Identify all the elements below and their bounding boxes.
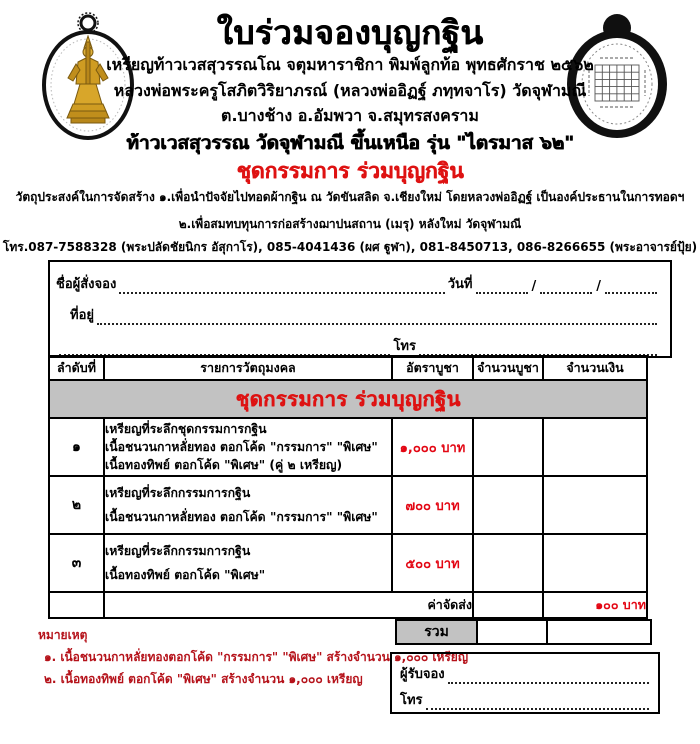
- shipping-quantity-cell[interactable]: [473, 592, 543, 618]
- receiver-box: [390, 652, 660, 714]
- order-date-day-input-line[interactable]: [476, 278, 528, 294]
- row-amount-cell[interactable]: [543, 534, 647, 592]
- col-header-amount: จำนวนเงิน: [543, 356, 647, 380]
- orderer-name-label: ชื่อผู้สั่งจอง: [56, 277, 117, 292]
- header-line-address: ต.บางช้าง อ.อัมพวา จ.สมุทรสงคราม: [221, 106, 479, 125]
- orderer-name-input-line[interactable]: [119, 278, 444, 294]
- address-label: ที่อยู่: [70, 308, 94, 323]
- shipping-row: [49, 592, 647, 618]
- contact-phone-line: โทร.087-7588328 (พระปลัดชัยนิกร อัสุกาโร), 085-4041436 (ผศ ฐูฬา), 081-8450713, 086-8266655 (พระอาจารย์ปุ้ย): [2, 240, 698, 254]
- col-header-item: รายการวัตถุมงคล: [104, 356, 392, 380]
- notes-title: หมายเหตุ: [38, 628, 88, 642]
- col-header-price: อัตราบูชา: [392, 356, 473, 380]
- col-header-quantity: จำนวนบูชา: [473, 356, 543, 380]
- row-price: ๑,๐๐๐ บาท: [392, 418, 473, 476]
- header-line-coin: เหรียญท้าวเวสสุวรรณโณ จตุมหาราชิกา พิมพ์ลูกท้อ พุทธศักราช ๒๕๖๒: [106, 55, 594, 74]
- total-row: [395, 619, 652, 645]
- receiver-name-input-line[interactable]: [448, 668, 649, 684]
- row-description: เหรียญที่ระลึกชุดกรรมการกฐิน เนื้อชนวนกาหลั่ยทอง ตอกโค้ด "กรรมการ" "พิเศษ" เนื้อทองทิพย์ ตอกโค้ด "พิเศษ" (คู่ ๒ เหรียญ): [104, 418, 392, 476]
- orderer-info-box: [48, 260, 672, 358]
- orderer-phone-input-line[interactable]: [419, 340, 657, 356]
- receiver-phone-label: โทร: [400, 693, 423, 708]
- order-items-table: [48, 355, 648, 619]
- row-number: ๑: [49, 418, 104, 476]
- address-input-line-2[interactable]: [59, 340, 390, 356]
- table-row: [49, 476, 647, 534]
- shipping-number-cell: [49, 592, 104, 618]
- row-number: ๒: [49, 476, 104, 534]
- receiver-phone-input-line[interactable]: [426, 694, 649, 710]
- total-amount-cell[interactable]: [546, 619, 652, 645]
- page-title: ใบร่วมจองบุญกฐิน: [216, 13, 484, 52]
- shipping-label: ค่าจัดส่ง: [104, 592, 473, 618]
- table-row: [49, 418, 647, 476]
- row-quantity-cell[interactable]: [473, 476, 543, 534]
- col-header-number: ลำดับที่: [49, 356, 104, 380]
- order-date-month-input-line[interactable]: [540, 278, 592, 294]
- row-price: ๗๐๐ บาท: [392, 476, 473, 534]
- section-subtitle-red: ชุดกรรมการ ร่วมบุญกฐิน: [236, 159, 464, 183]
- address-input-line-1[interactable]: [97, 309, 657, 325]
- date-slash: /: [596, 279, 601, 294]
- purpose-line-2: ๒.เพื่อสมทบทุนการก่อสร้างฌาปนสถาน (เมรุ) หลังใหม่ วัดจุฬามณี: [178, 217, 522, 231]
- total-quantity-cell[interactable]: [476, 619, 546, 645]
- header-line-edition: ท้าวเวสสุวรรณ วัดจุฬามณี ขึ้นเหนือ รุ่น "ไตรมาส ๖๒": [126, 132, 574, 154]
- row-quantity-cell[interactable]: [473, 534, 543, 592]
- note-item-1: ๑. เนื้อชนวนกาหลั่ยทองตอกโค้ด "กรรมการ" "พิเศษ" สร้างจำนวน ๑,๐๐๐ เหรียญ: [44, 650, 469, 664]
- row-number: ๓: [49, 534, 104, 592]
- date-slash: /: [531, 279, 537, 294]
- row-description: เหรียญที่ระลึกกรรมการกฐิน เนื้อทองทิพย์ ตอกโค้ด "พิเศษ": [104, 534, 392, 592]
- purpose-line-1: วัตถุประสงค์ในการจัดสร้าง ๑.เพื่อนำปัจจัยไปทอดผ้ากฐิน ณ วัดขันสลิด จ.เชียงใหม่ โดยหลวงพ่ออิฏฐ์ เป็นองค์ประธานในการทอดฯ: [15, 190, 685, 204]
- order-date-label: วันที่: [447, 277, 473, 292]
- table-header-row: [49, 356, 647, 380]
- row-quantity-cell[interactable]: [473, 418, 543, 476]
- row-amount-cell[interactable]: [543, 418, 647, 476]
- shipping-price: ๑๐๐ บาท: [543, 592, 647, 618]
- order-date-year-input-line[interactable]: [605, 278, 657, 294]
- note-item-2: ๒. เนื้อทองทิพย์ ตอกโค้ด "พิเศษ" สร้างจำนวน ๑,๐๐๐ เหรียญ: [44, 672, 363, 686]
- row-price: ๕๐๐ บาท: [392, 534, 473, 592]
- total-label: รวม: [395, 619, 476, 645]
- table-row: [49, 534, 647, 592]
- row-amount-cell[interactable]: [543, 476, 647, 534]
- header-line-monk: หลวงพ่อพระครูโสภิตวิริยาภรณ์ (หลวงพ่ออิฏฐ์ ภทฺทจาโร) วัดจุฬามณี: [113, 81, 587, 100]
- section-band-title: ชุดกรรมการ ร่วมบุญกฐิน: [235, 387, 461, 411]
- row-description: เหรียญที่ระลึกกรรมการกฐิน เนื้อชนวนกาหลั่ยทอง ตอกโค้ด "กรรมการ" "พิเศษ": [104, 476, 392, 534]
- section-band-row: [49, 380, 647, 418]
- receiver-label: ผู้รับจอง: [400, 667, 445, 682]
- orderer-phone-label: โทร: [393, 339, 416, 354]
